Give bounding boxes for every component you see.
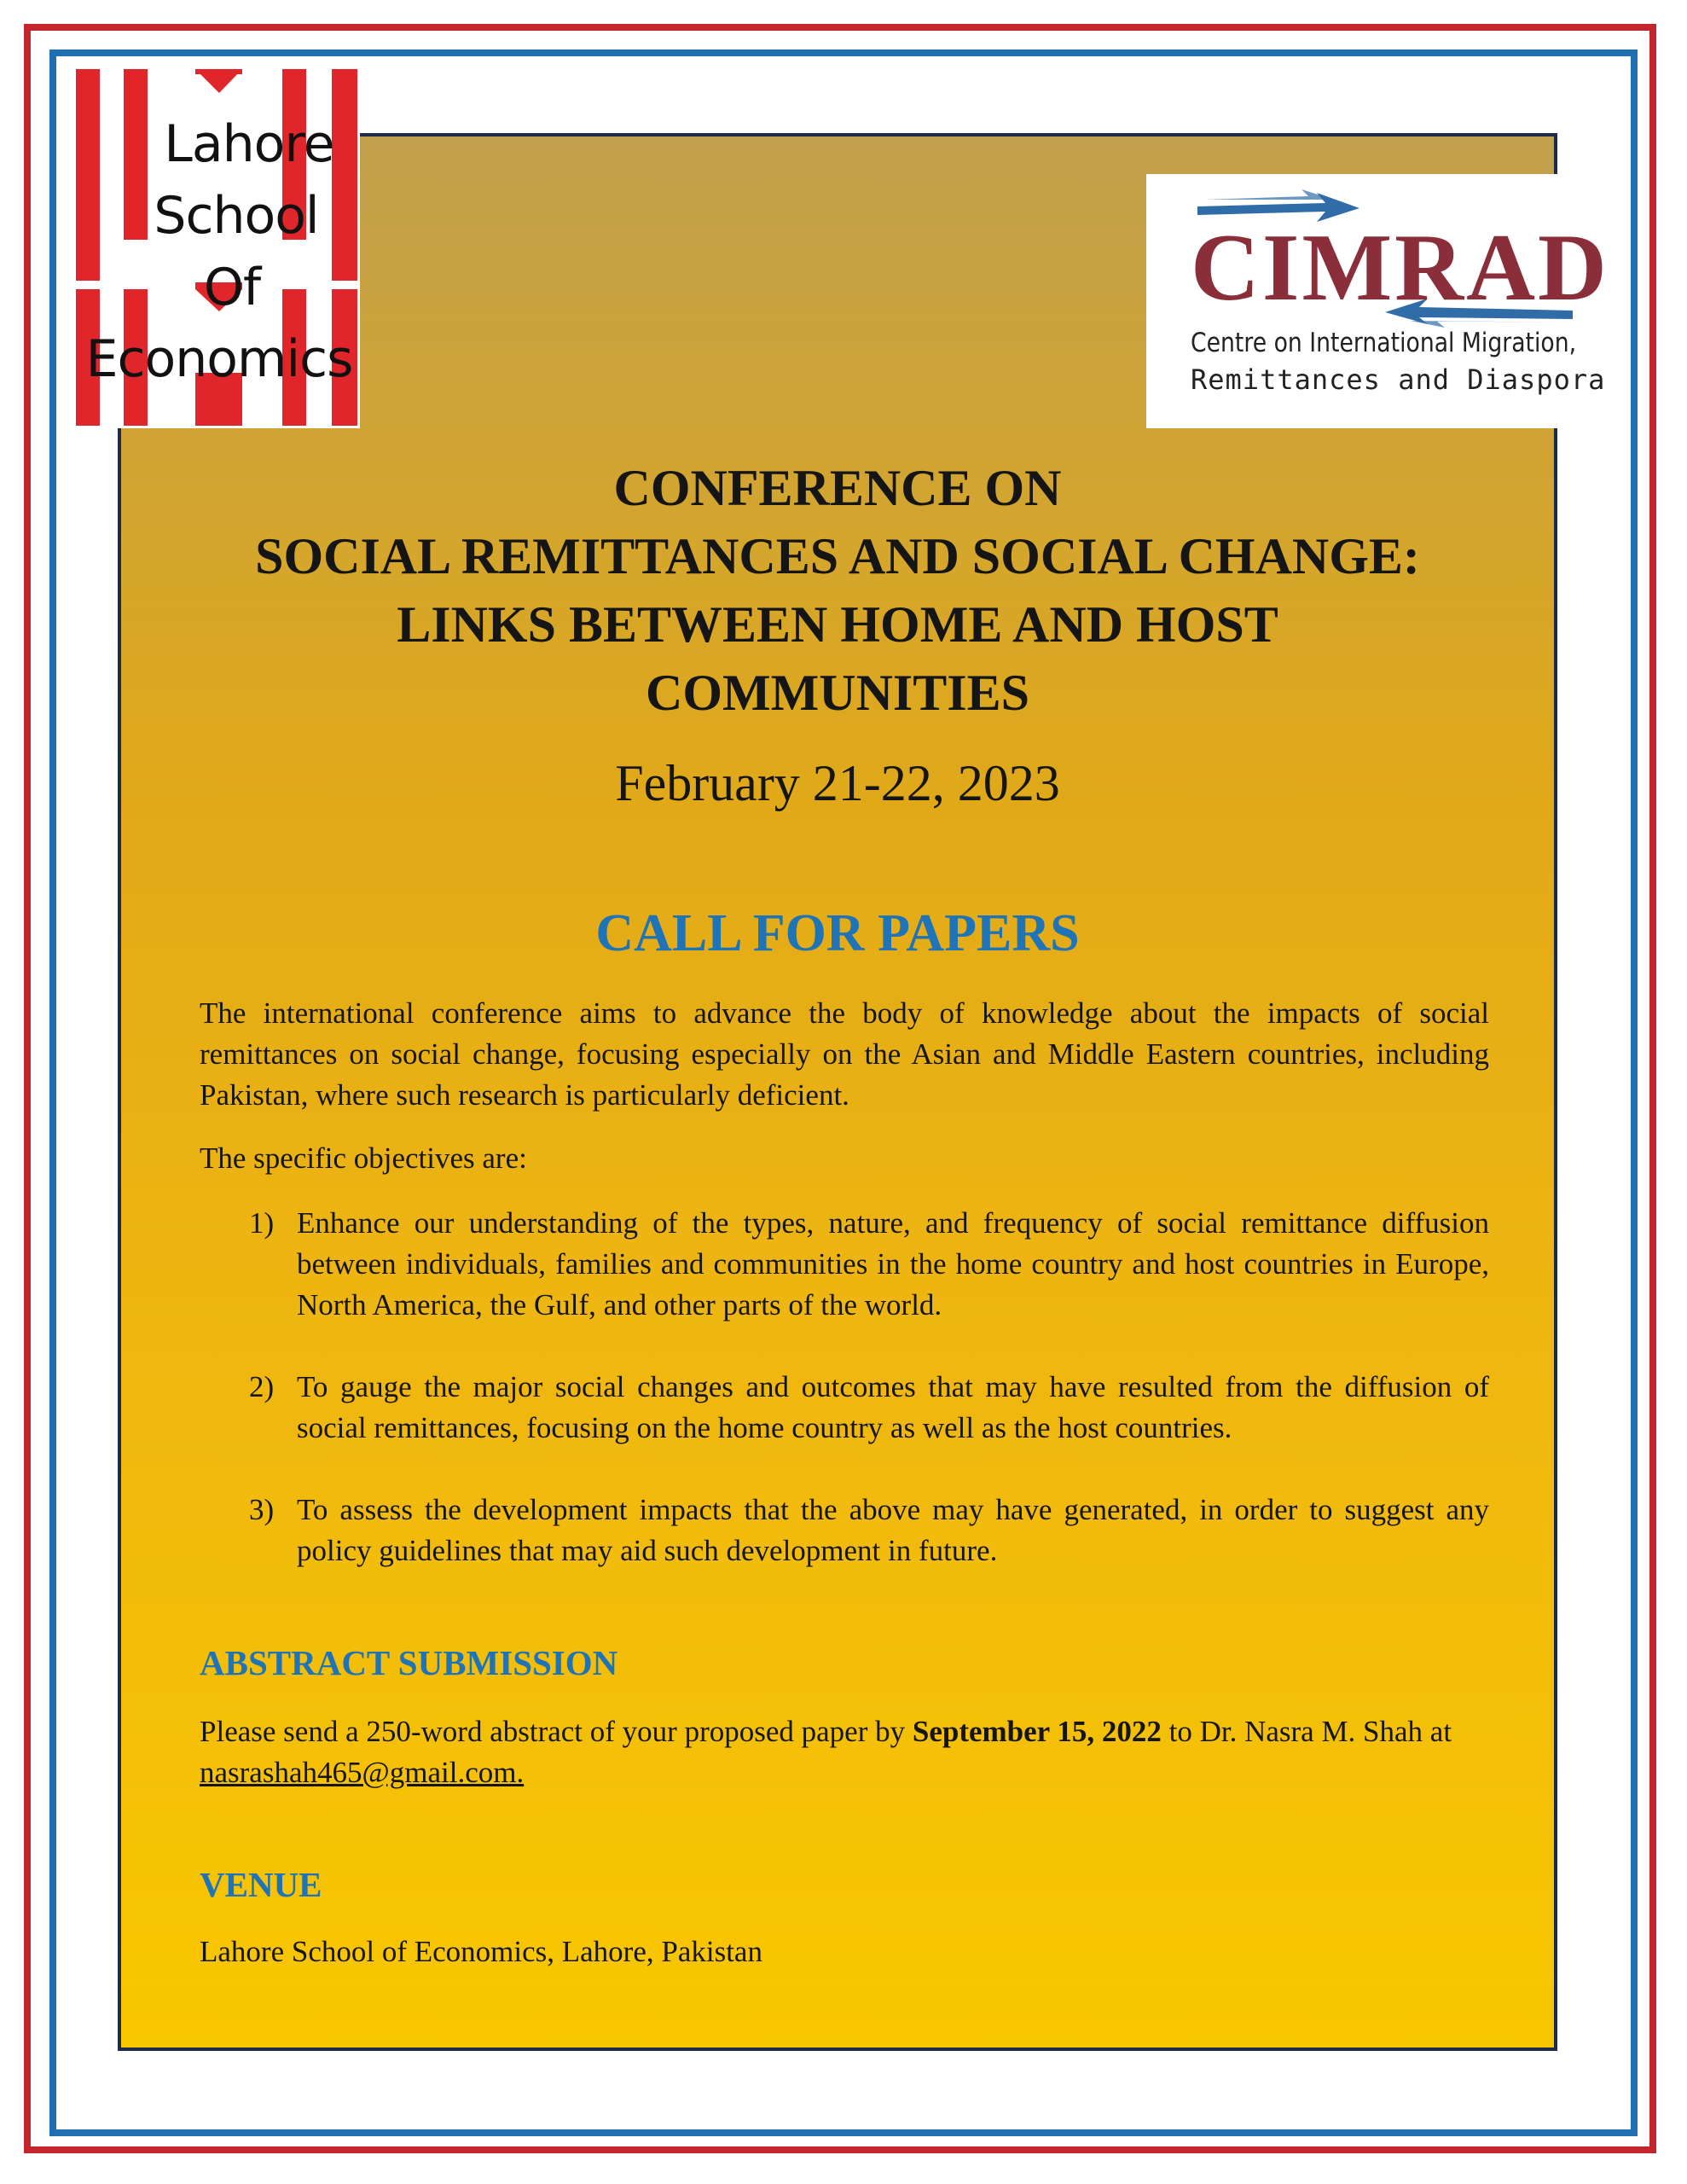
objective-1 xyxy=(249,1203,1489,1326)
intro-paragraph: The international conference aims to advance the body of knowledge about the impacts of social remittances on social change, focusing especially on the Asian and Middle Eastern countries, including Pakistan, where such research is particularly deficient. xyxy=(200,996,1489,1112)
objective-2-number: 2) xyxy=(249,1370,275,1403)
title-line-2: SOCIAL REMITTANCES AND SOCIAL CHANGE: xyxy=(255,528,1420,584)
venue-text: Lahore School of Economics, Lahore, Pakistan xyxy=(200,1935,762,1968)
lse-logo xyxy=(73,67,360,428)
title-line-1: CONFERENCE ON xyxy=(613,460,1062,516)
lse-logo-line-3: Of xyxy=(203,258,261,317)
conference-title xyxy=(118,454,1557,727)
objective-1-text: Enhance our understanding of the types, nature, and frequency of social remittance diffusion between individuals, families and communities in the home country and host countries in Europe, North America, the Gulf, and other parts of the world. xyxy=(297,1206,1489,1321)
lse-logo-wordmark xyxy=(76,108,362,395)
title-line-4: COMMUNITIES xyxy=(645,665,1030,721)
objective-2 xyxy=(249,1367,1489,1449)
abstract-paragraph xyxy=(200,1711,1489,1793)
lse-logo-line-4: Economics xyxy=(85,329,353,389)
objectives-intro: The specific objectives are: xyxy=(200,1141,527,1175)
venue-heading: VENUE xyxy=(200,1865,322,1904)
lse-logo-line-1: Lahore xyxy=(164,114,334,174)
call-for-papers-heading: CALL FOR PAPERS xyxy=(595,904,1080,962)
cimrad-subtitle-2: Remittances and Diaspora xyxy=(1191,363,1606,396)
objective-3 xyxy=(249,1490,1489,1571)
cimrad-logo xyxy=(1146,174,1617,428)
cimrad-subtitle-1: Centre on International Migration, xyxy=(1191,328,1577,358)
objective-3-text: To assess the development impacts that the above may have generated, in order to suggest any policy guidelines that may aid such development in future. xyxy=(297,1493,1489,1567)
contact-email-link[interactable]: nasrashah465@gmail.com. xyxy=(200,1756,525,1789)
conference-date: February 21-22, 2023 xyxy=(615,755,1060,811)
abstract-deadline: September 15, 2022 xyxy=(912,1715,1162,1748)
cimrad-name: CIMRAD xyxy=(1191,215,1609,321)
abstract-text-after: to Dr. Nasra M. Shah at xyxy=(1161,1715,1452,1748)
title-line-3: LINKS BETWEEN HOME AND HOST xyxy=(397,596,1278,653)
abstract-text-before: Please send a 250-word abstract of your proposed paper by xyxy=(200,1715,913,1748)
objective-3-number: 3) xyxy=(249,1493,275,1526)
lse-logo-line-2: School xyxy=(154,186,319,246)
objective-2-text: To gauge the major social changes and outcomes that may have resulted from the diffusion of social remittances, focusing on the home country as well as the host countries. xyxy=(297,1370,1489,1444)
objective-1-number: 1) xyxy=(249,1206,275,1240)
abstract-heading: ABSTRACT SUBMISSION xyxy=(200,1643,618,1682)
